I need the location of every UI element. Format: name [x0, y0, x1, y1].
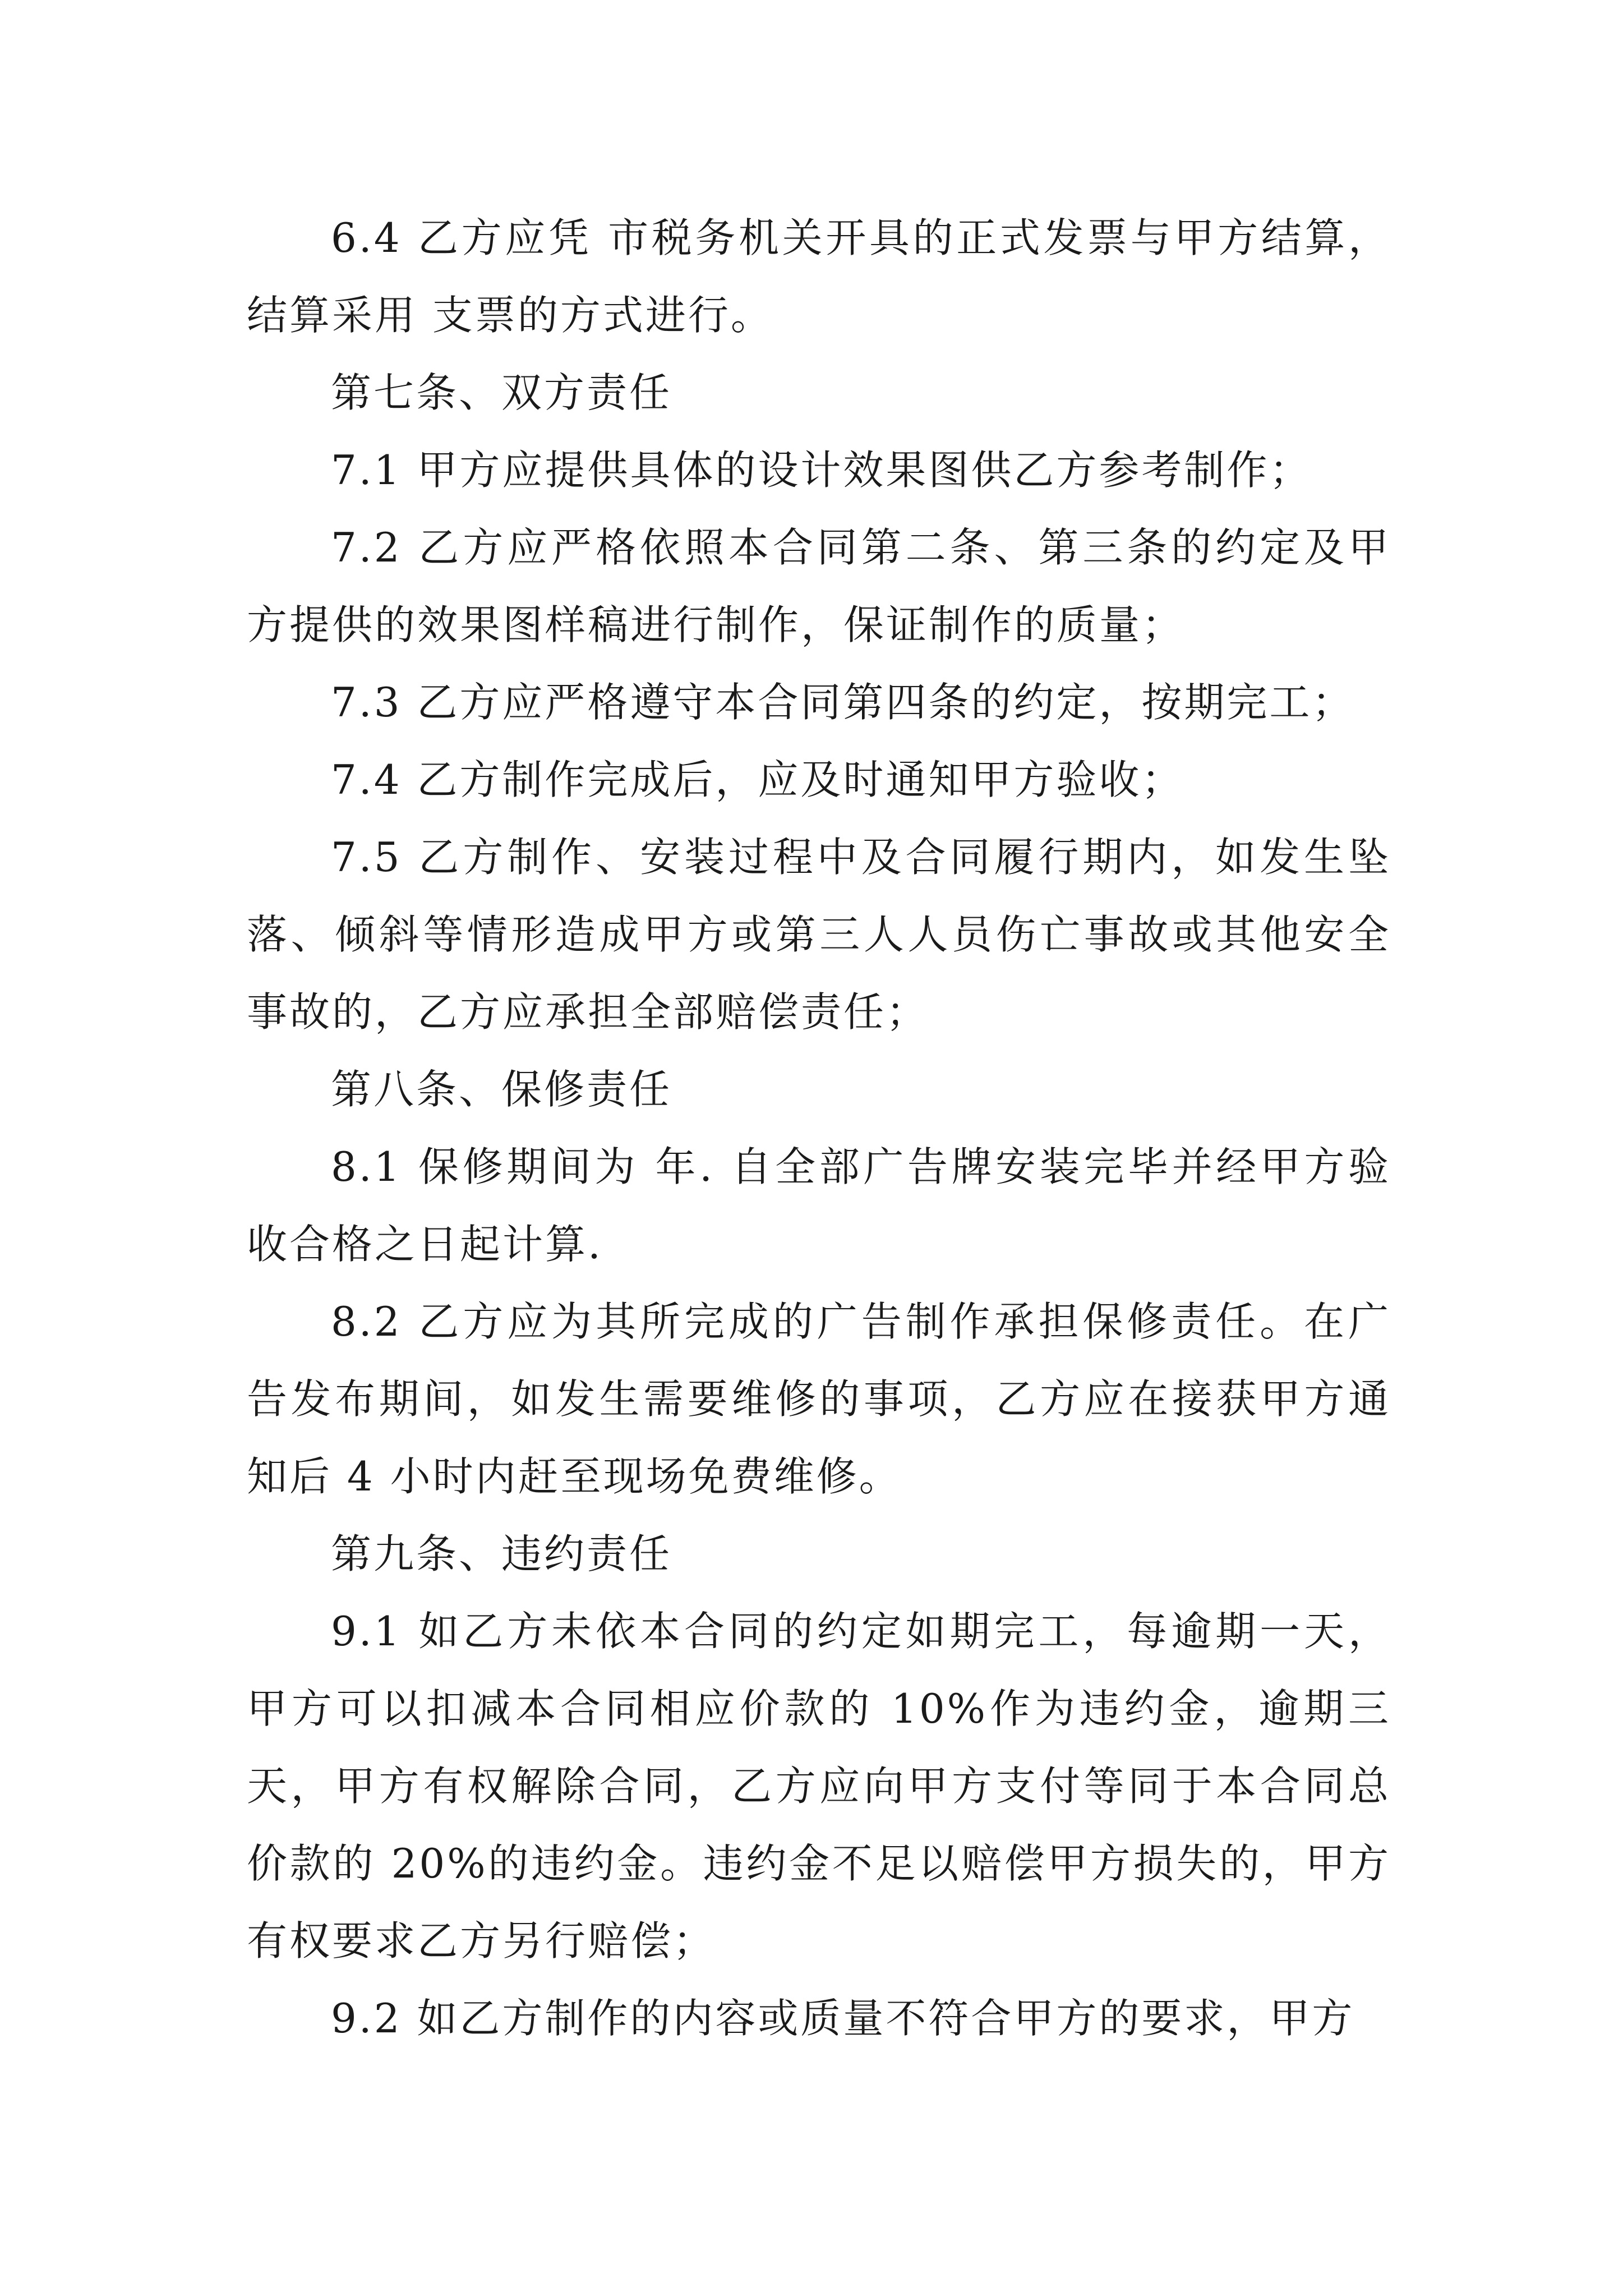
paragraph-7-3: 7.3 乙方应严格遵守本合同第四条的约定，按期完工；: [331, 679, 1355, 726]
paragraph-6-4: 6.4 乙方应凭 市税务机关开具的正式发票与甲方结算，结算采用 支票的方式进行。: [247, 214, 1391, 339]
article-9-heading: 第九条、违约责任: [331, 1530, 672, 1577]
paragraph-7-1: 7.1 甲方应提供具体的设计效果图供乙方参考制作；: [331, 447, 1312, 494]
paragraph-9-2: 9.2 如乙方制作的内容或质量不符合甲方的要求，甲方: [331, 1995, 1355, 2042]
document-body: [247, 199, 1391, 2057]
article-7-heading: 第七条、双方责任: [331, 369, 672, 416]
paragraph-8-1: 8.1 保修期间为 年. 自全部广告牌安装完毕并经甲方验收合格之日起计算.: [247, 1143, 1391, 1268]
paragraph-8-2: 8.2 乙方应为其所完成的广告制作承担保修责任。在广告发布期间，如发生需要维修的事项，乙方应在接获甲方通知后 4 小时内赶至现场免费维修。: [247, 1298, 1391, 1500]
paragraph-7-5: 7.5 乙方制作、安装过程中及合同履行期内，如发生坠落、倾斜等情形造成甲方或第三人人员伤亡事故或其他安全事故的，乙方应承担全部赔偿责任；: [247, 834, 1391, 1036]
article-8-heading: 第八条、保修责任: [331, 1066, 672, 1113]
paragraph-7-2: 7.2 乙方应严格依照本合同第二条、第三条的约定及甲方提供的效果图样稿进行制作，保证制作的质量；: [247, 524, 1391, 648]
paragraph-9-1: 9.1 如乙方未依本合同的约定如期完工，每逾期一天，甲方可以扣减本合同相应价款的 10%作为违约金，逾期三天，甲方有权解除合同，乙方应向甲方支付等同于本合同总价款的 20%的违约金。违约金不足以赔偿甲方损失的，甲方有权要求乙方另行赔偿；: [247, 1608, 1391, 1964]
paragraph-7-4: 7.4 乙方制作完成后，应及时通知甲方验收；: [331, 756, 1184, 803]
